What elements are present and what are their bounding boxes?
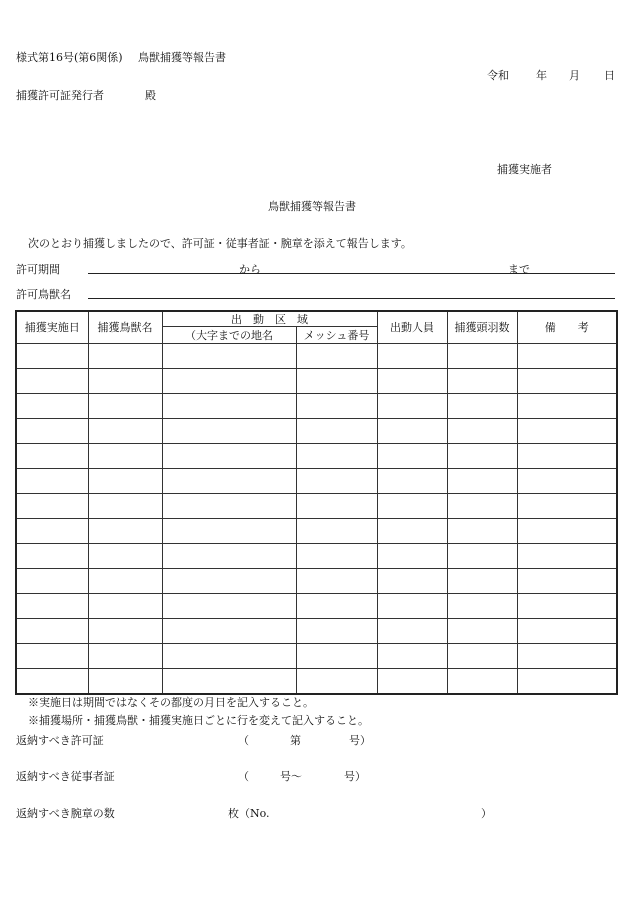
table-row (16, 344, 617, 369)
table-cell[interactable] (377, 669, 447, 695)
period-from: から (239, 263, 261, 276)
table-cell[interactable] (16, 544, 88, 569)
return-armband-label: 返納すべき腕章の数 (16, 807, 115, 820)
table-cell[interactable] (377, 544, 447, 569)
return-worker-label: 返納すべき従事者証 (16, 770, 115, 783)
return-worker-go-from: 号～ (280, 770, 302, 783)
table-cell[interactable] (447, 469, 517, 494)
col-count-header: 捕獲頭羽数 (447, 311, 517, 344)
table-cell[interactable] (88, 619, 162, 644)
date-month: 月 (569, 69, 580, 82)
table-cell[interactable] (296, 369, 377, 394)
table-cell[interactable] (162, 544, 296, 569)
table-cell[interactable] (162, 569, 296, 594)
table-cell[interactable] (296, 619, 377, 644)
col-staff-header: 出動人員 (377, 311, 447, 344)
table-cell[interactable] (88, 419, 162, 444)
return-armband-unit: 枚（No. (228, 807, 270, 820)
report-table (15, 310, 618, 695)
return-permit-label: 返納すべき許可証 (16, 734, 104, 747)
table-row (16, 644, 617, 669)
form-title-small: 鳥獣捕獲等報告書 (138, 51, 226, 64)
table-cell[interactable] (517, 419, 617, 444)
table-cell[interactable] (447, 494, 517, 519)
table-cell[interactable] (88, 594, 162, 619)
date-day: 日 (604, 69, 615, 82)
table-cell[interactable] (16, 394, 88, 419)
table-row (16, 444, 617, 469)
note-2: ※捕獲場所・捕獲鳥獣・捕獲実施日ごとに行を変えて記入すること。 (28, 714, 369, 727)
table-cell[interactable] (517, 569, 617, 594)
table-cell[interactable] (377, 619, 447, 644)
table-cell[interactable] (16, 594, 88, 619)
table-cell[interactable] (517, 469, 617, 494)
table-cell[interactable] (296, 344, 377, 369)
table-cell[interactable] (517, 494, 617, 519)
table-cell[interactable] (16, 369, 88, 394)
table-cell[interactable] (16, 519, 88, 544)
table-cell[interactable] (162, 444, 296, 469)
table-cell[interactable] (162, 369, 296, 394)
period-to: まで (508, 263, 530, 276)
table-cell[interactable] (88, 394, 162, 419)
table-cell[interactable] (88, 369, 162, 394)
table-cell[interactable] (377, 469, 447, 494)
table-cell[interactable] (162, 394, 296, 419)
table-row (16, 419, 617, 444)
form-id: 様式第16号(第6関係) (16, 51, 123, 64)
table-cell[interactable] (517, 444, 617, 469)
return-worker-open: （ (238, 770, 249, 783)
table-row (16, 669, 617, 695)
table-cell[interactable] (296, 669, 377, 695)
table-cell[interactable] (16, 494, 88, 519)
period-line[interactable] (88, 273, 615, 274)
table-cell[interactable] (377, 519, 447, 544)
recipient: 捕獲許可証発行者 (16, 89, 104, 102)
table-cell[interactable] (88, 344, 162, 369)
table-cell[interactable] (447, 669, 517, 695)
table-row (16, 594, 617, 619)
table-cell[interactable] (88, 669, 162, 695)
table-cell[interactable] (16, 344, 88, 369)
table-cell[interactable] (88, 544, 162, 569)
species-label: 許可鳥獣名 (16, 288, 71, 301)
table-cell[interactable] (377, 569, 447, 594)
table-cell[interactable] (88, 569, 162, 594)
table-row (16, 494, 617, 519)
table-cell[interactable] (517, 544, 617, 569)
table-cell[interactable] (296, 519, 377, 544)
honorific: 殿 (145, 89, 156, 102)
period-label: 許可期間 (16, 263, 60, 276)
col-notes-header: 備 考 (517, 311, 617, 344)
table-cell[interactable] (447, 644, 517, 669)
col-area-group-header: 出 動 区 域 (162, 311, 377, 327)
table-cell[interactable] (377, 594, 447, 619)
intro-text: 次のとおり捕獲しましたので、許可証・従事者証・腕章を添えて報告します。 (28, 237, 412, 250)
table-cell[interactable] (296, 394, 377, 419)
table-row (16, 519, 617, 544)
table-cell[interactable] (16, 619, 88, 644)
table-cell[interactable] (377, 344, 447, 369)
table-cell[interactable] (296, 594, 377, 619)
species-line[interactable] (88, 298, 615, 299)
table-row (16, 369, 617, 394)
table-row (16, 469, 617, 494)
table-cell[interactable] (517, 619, 617, 644)
table-cell[interactable] (16, 419, 88, 444)
table-cell[interactable] (447, 444, 517, 469)
table-body (16, 344, 617, 695)
table-cell[interactable] (517, 644, 617, 669)
table-cell[interactable] (377, 369, 447, 394)
note-1: ※実施日は期間ではなくその都度の月日を記入すること。 (28, 696, 314, 709)
return-permit-go: 号） (349, 734, 371, 747)
table-cell[interactable] (88, 494, 162, 519)
table-cell[interactable] (16, 644, 88, 669)
col-mesh-header: メッシュ番号 (296, 327, 377, 344)
table-cell[interactable] (447, 344, 517, 369)
table-cell[interactable] (447, 544, 517, 569)
date-year: 年 (536, 69, 547, 82)
table-cell[interactable] (88, 469, 162, 494)
table-cell[interactable] (296, 494, 377, 519)
table-cell[interactable] (88, 519, 162, 544)
table-cell[interactable] (517, 594, 617, 619)
table-cell[interactable] (377, 644, 447, 669)
table-cell[interactable] (162, 619, 296, 644)
table-cell[interactable] (162, 344, 296, 369)
table-cell[interactable] (517, 369, 617, 394)
table-row (16, 619, 617, 644)
table-cell[interactable] (162, 494, 296, 519)
return-permit-dai: 第 (290, 734, 301, 747)
table-cell[interactable] (517, 519, 617, 544)
table-cell[interactable] (447, 619, 517, 644)
col-species-header: 捕獲鳥獣名 (88, 311, 162, 344)
table-cell[interactable] (447, 519, 517, 544)
table-cell[interactable] (296, 644, 377, 669)
document-title: 鳥獣捕獲等報告書 (268, 200, 356, 213)
return-permit-open: （ (238, 734, 249, 747)
table-cell[interactable] (447, 569, 517, 594)
table-cell[interactable] (296, 569, 377, 594)
table-cell[interactable] (377, 494, 447, 519)
table-cell[interactable] (162, 594, 296, 619)
table-cell[interactable] (296, 469, 377, 494)
table-cell[interactable] (88, 644, 162, 669)
table-cell[interactable] (16, 569, 88, 594)
table-cell[interactable] (517, 394, 617, 419)
table-cell[interactable] (296, 419, 377, 444)
table-cell[interactable] (162, 644, 296, 669)
table-cell[interactable] (447, 369, 517, 394)
table-row (16, 544, 617, 569)
table-cell[interactable] (517, 344, 617, 369)
return-worker-go-to: 号） (344, 770, 366, 783)
table-cell[interactable] (377, 419, 447, 444)
table-cell[interactable] (162, 519, 296, 544)
col-date-header: 捕獲実施日 (16, 311, 88, 344)
table-cell[interactable] (296, 444, 377, 469)
table-cell[interactable] (447, 594, 517, 619)
table-cell[interactable] (377, 444, 447, 469)
table-row (16, 569, 617, 594)
table-cell[interactable] (296, 544, 377, 569)
table-cell[interactable] (16, 669, 88, 695)
table-cell[interactable] (162, 669, 296, 695)
return-armband-close: ） (481, 807, 492, 820)
table-row (16, 394, 617, 419)
reporter-label: 捕獲実施者 (497, 163, 552, 176)
col-place-header: （大字までの地名 (162, 327, 296, 344)
table-cell[interactable] (377, 394, 447, 419)
table-cell[interactable] (517, 669, 617, 695)
table-cell[interactable] (447, 394, 517, 419)
table-cell[interactable] (162, 469, 296, 494)
table-cell[interactable] (88, 444, 162, 469)
table-cell[interactable] (447, 419, 517, 444)
table-cell[interactable] (162, 419, 296, 444)
date-era: 令和 (487, 69, 509, 82)
table-cell[interactable] (16, 444, 88, 469)
table-cell[interactable] (16, 469, 88, 494)
